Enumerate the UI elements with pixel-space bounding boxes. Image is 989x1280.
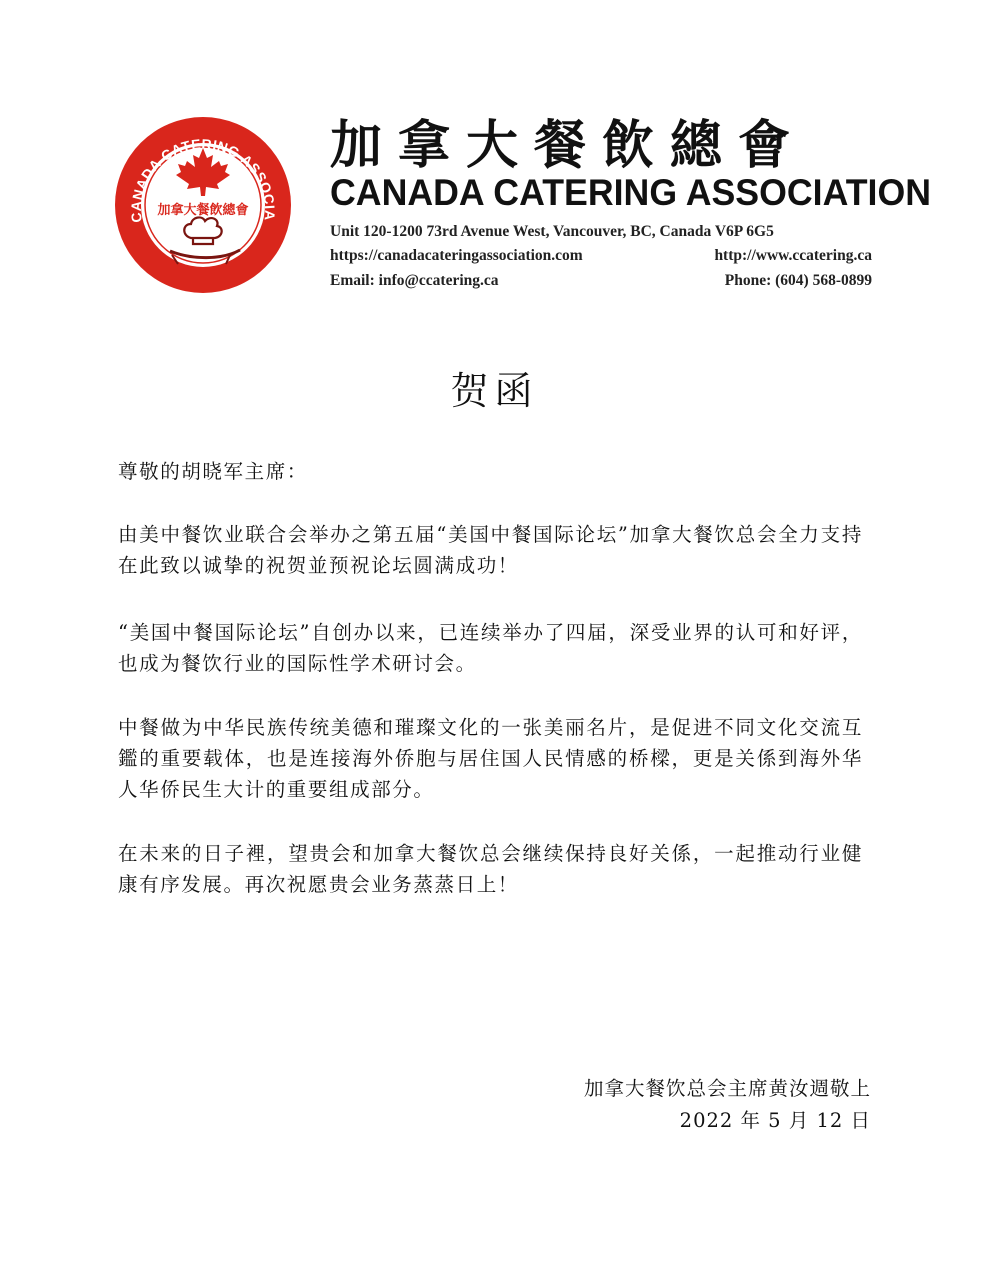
- paragraph-3: 中餐做为中华民族传统美德和璀璨文化的一张美丽名片，是促进不同文化交流互鑑的重要载体，也是连接海外侨胞与居住国人民情感的桥樑，更是关係到海外华人华侨民生大计的重要组成部分。: [118, 716, 863, 801]
- org-name-chinese: 加拿大餐飲總會: [330, 116, 807, 176]
- paragraph-1: 由美中餐饮业联合会举办之第五届“美国中餐国际论坛”加拿大餐饮总会全力支持在此致以诚挚的祝贺並预祝论坛圆满成功！: [118, 523, 863, 577]
- org-name-english: CANADA CATERING ASSOCIATION: [330, 172, 932, 213]
- salutation: 尊敬的胡晓军主席：: [118, 460, 308, 483]
- email[interactable]: Email: info@ccatering.ca: [330, 272, 499, 289]
- website-link-2[interactable]: http://www.ccatering.ca: [714, 247, 872, 264]
- letter-date: 2022 年 5 月 12 日: [679, 1109, 871, 1132]
- website-link-1[interactable]: https://canadacateringassociation.com: [330, 247, 583, 264]
- phone: Phone: (604) 568-0899: [724, 272, 872, 289]
- contact-row: [330, 271, 875, 291]
- paragraph-2: “美国中餐国际论坛”自创办以来，已连续举办了四届，深受业界的认可和好评，也成为餐饮行业的国际性学术研讨会。: [118, 621, 863, 675]
- logo-ring-text: CANADA CATERING ASSOCIA: [127, 135, 279, 224]
- signature: 加拿大餐饮总会主席黄汝週敬上: [583, 1077, 871, 1100]
- address: Unit 120-1200 73rd Avenue West, Vancouver, BC, Canada V6P 6G5: [330, 223, 774, 240]
- association-logo: [112, 114, 294, 296]
- website-row: [330, 246, 875, 266]
- paragraph-4: 在未来的日子裡，望贵会和加拿大餐饮总会继续保持良好关係，一起推动行业健康有序发展。再次祝愿贵会业务蒸蒸日上！: [118, 842, 863, 896]
- logo-inner-text: 加拿大餐飲總會: [157, 203, 249, 218]
- letter-title: 贺函: [450, 369, 539, 413]
